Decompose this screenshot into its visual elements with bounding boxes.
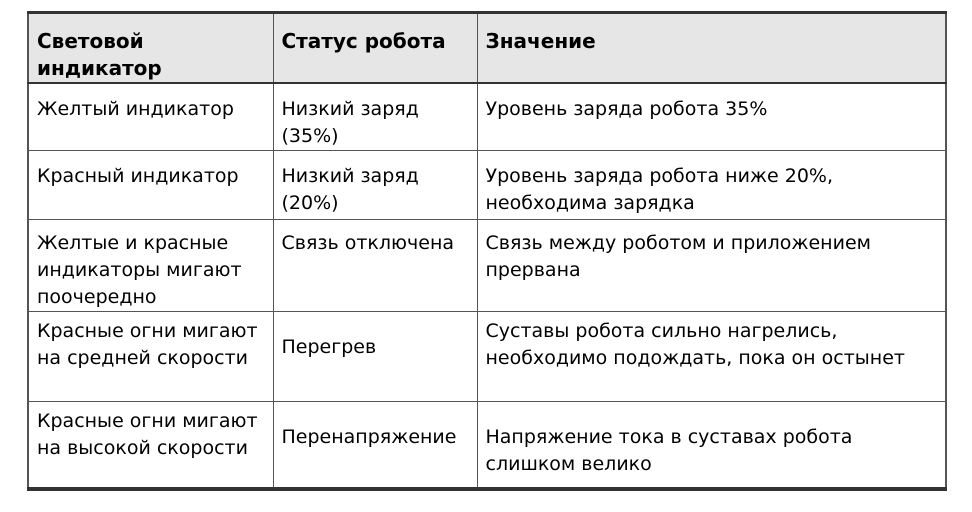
cell-status: Перегрев [273,312,477,402]
header-robot-status: Статус робота [273,13,477,84]
cell-status: Низкий заряд (20%) [273,151,477,220]
cell-meaning: Напряжение тока в суставах робота слишком велико [477,402,946,489]
cell-meaning: Уровень заряда робота ниже 20%, необходима зарядка [477,151,946,220]
cell-status: Связь отключена [273,220,477,312]
table-row [28,220,946,312]
cell-light: Красные огни мигают на высокой скорости [28,402,273,489]
cell-meaning: Суставы робота сильно нагрелись, необходимо подождать, пока он остынет [477,312,946,402]
header-light-indicator: Световой индикатор [28,13,273,84]
cell-light: Красный индикатор [28,151,273,220]
cell-status: Перенапряжение [273,402,477,489]
table-row [28,83,946,151]
status-table-container [27,11,945,491]
table-row [28,402,946,489]
cell-light: Желтые и красные индикаторы мигают поочередно [28,220,273,312]
cell-meaning: Связь между роботом и приложением прервана [477,220,946,312]
header-meaning: Значение [477,13,946,84]
table-row [28,312,946,402]
table-row [28,151,946,220]
robot-light-status-table [27,11,947,491]
cell-light: Красные огни мигают на средней скорости [28,312,273,402]
table-header-row [28,13,946,84]
cell-light: Желтый индикатор [28,83,273,151]
cell-status: Низкий заряд (35%) [273,83,477,151]
cell-meaning: Уровень заряда робота 35% [477,83,946,151]
